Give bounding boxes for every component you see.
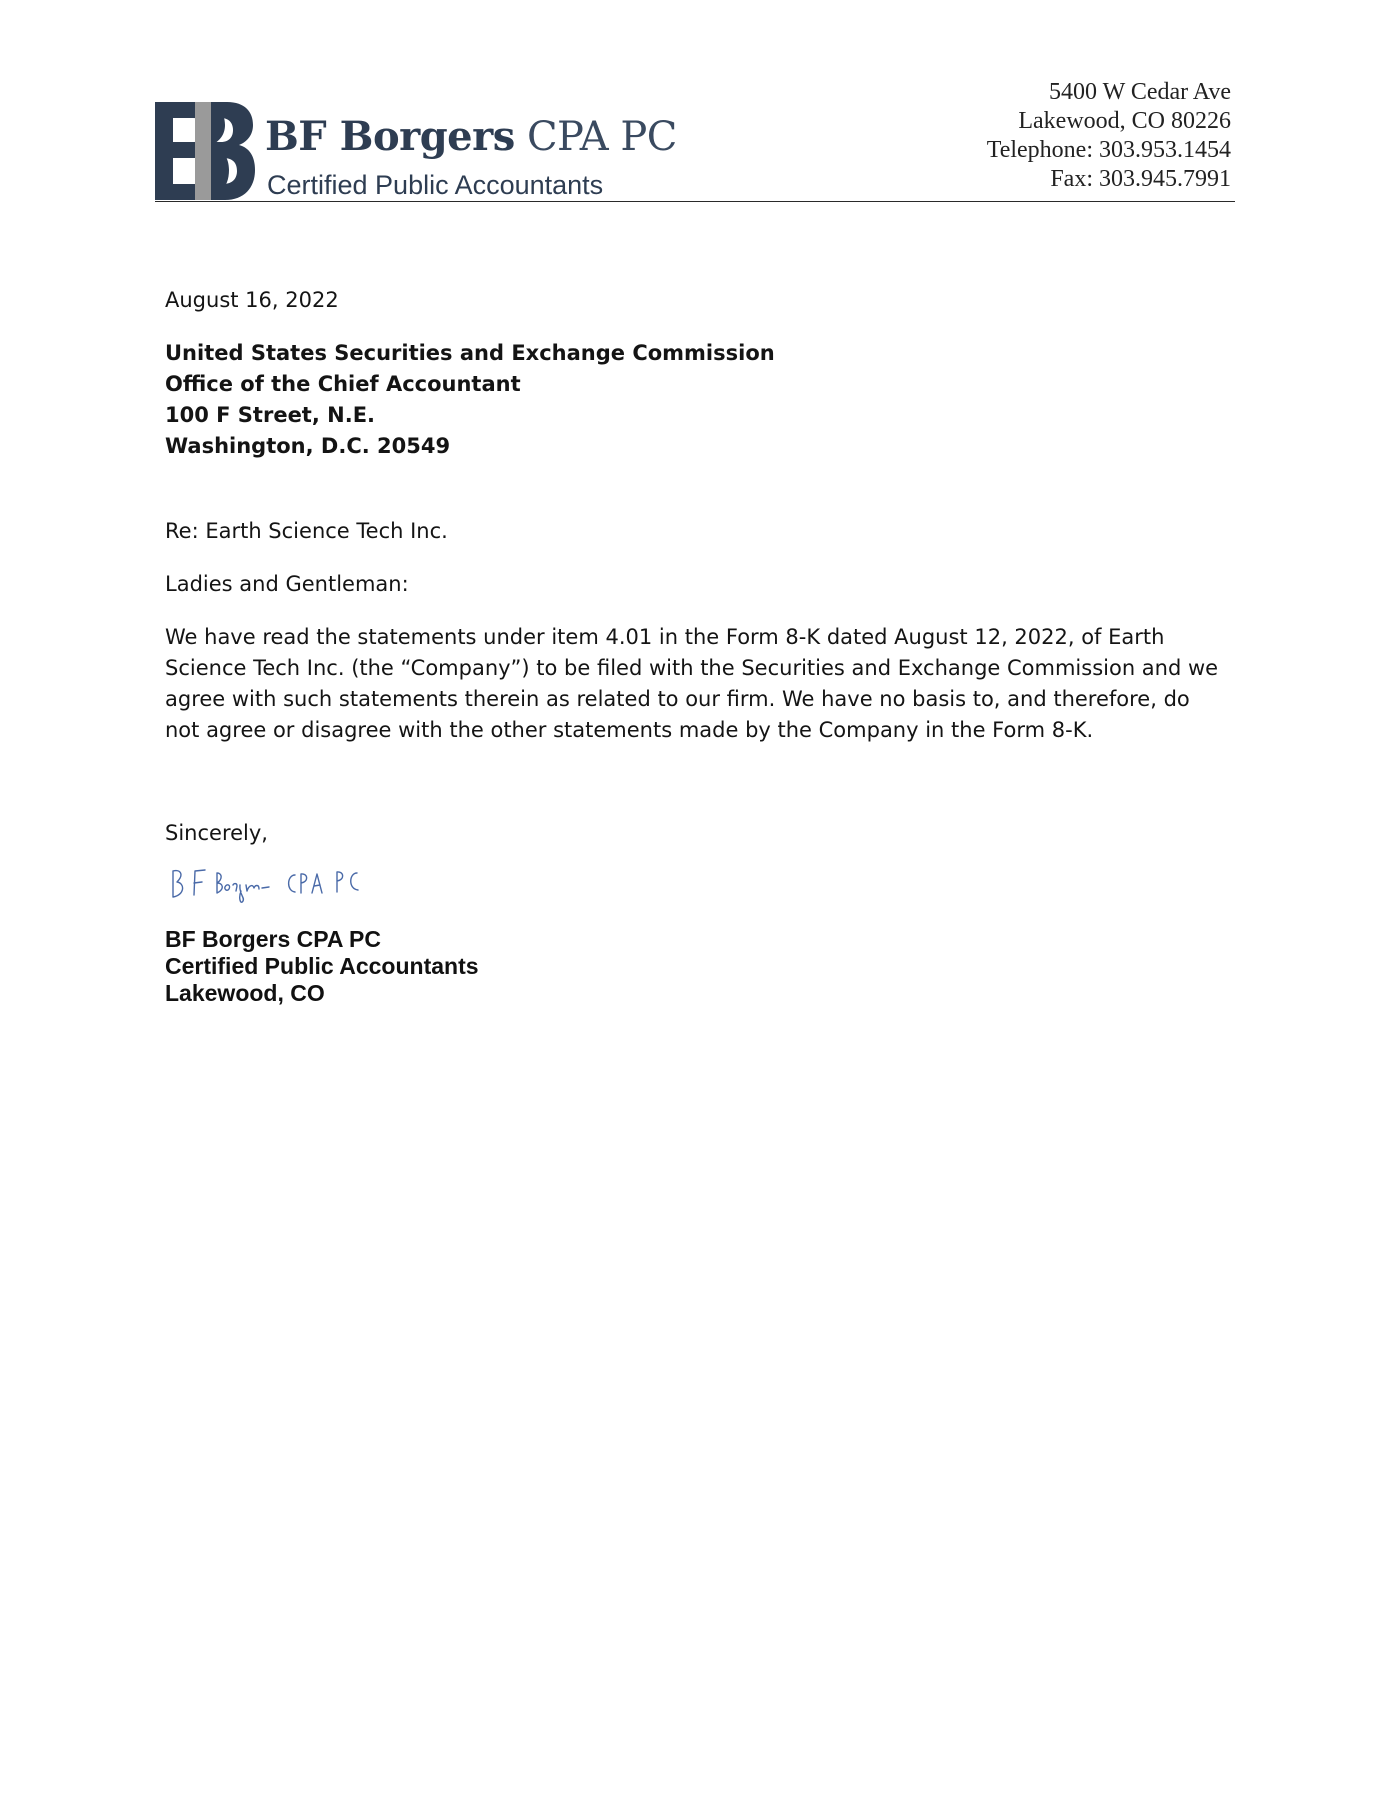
handwritten-signature <box>167 855 367 905</box>
body-paragraph: We have read the statements under item 4.01 in the Form 8-K dated August 12, 2022, of Earth Science Tech Inc. (the “Company”) to be filed with the Securities and Exchange Commission and we agree with such statements therein as related to our firm. We have no basis to, and therefore, do not agree or disagree with the other statements made by the Company in the Form 8-K. <box>165 625 1219 742</box>
closing: Sincerely, <box>165 821 268 845</box>
signature-location: Lakewood, CO <box>165 980 325 1006</box>
subject-line: Re: Earth Science Tech Inc. <box>165 519 448 543</box>
address-city: Lakewood, CO 80226 <box>1018 108 1231 134</box>
salutation: Ladies and Gentleman: <box>165 572 409 596</box>
signature-firm-name: BF Borgers CPA PC <box>165 926 381 952</box>
firm-name-bold: BF Borgers <box>265 113 515 160</box>
letterhead <box>155 78 1235 202</box>
firm-name-light: CPA PC <box>526 114 677 160</box>
firm-tagline: Certified Public Accountants <box>267 170 604 200</box>
recipient-line: Office of the Chief Accountant <box>165 372 521 396</box>
recipient-line: 100 F Street, N.E. <box>165 403 376 427</box>
address-fax: Fax: 303.945.7991 <box>1050 166 1231 192</box>
address-block <box>987 78 1231 194</box>
signature-firm-title: Certified Public Accountants <box>165 953 479 979</box>
recipient-address <box>165 338 1225 462</box>
header-divider <box>155 201 1235 202</box>
letter-date: August 16, 2022 <box>165 288 339 312</box>
firm-name <box>265 114 677 160</box>
signature-block <box>165 926 1225 1007</box>
letter-body <box>165 285 1225 1007</box>
recipient-line: Washington, D.C. 20549 <box>165 434 451 458</box>
address-telephone: Telephone: 303.953.1454 <box>986 137 1231 163</box>
recipient-line: United States Securities and Exchange Commission <box>165 341 775 365</box>
address-street: 5400 W Cedar Ave <box>1049 79 1231 105</box>
firm-logo-icon <box>155 102 255 200</box>
